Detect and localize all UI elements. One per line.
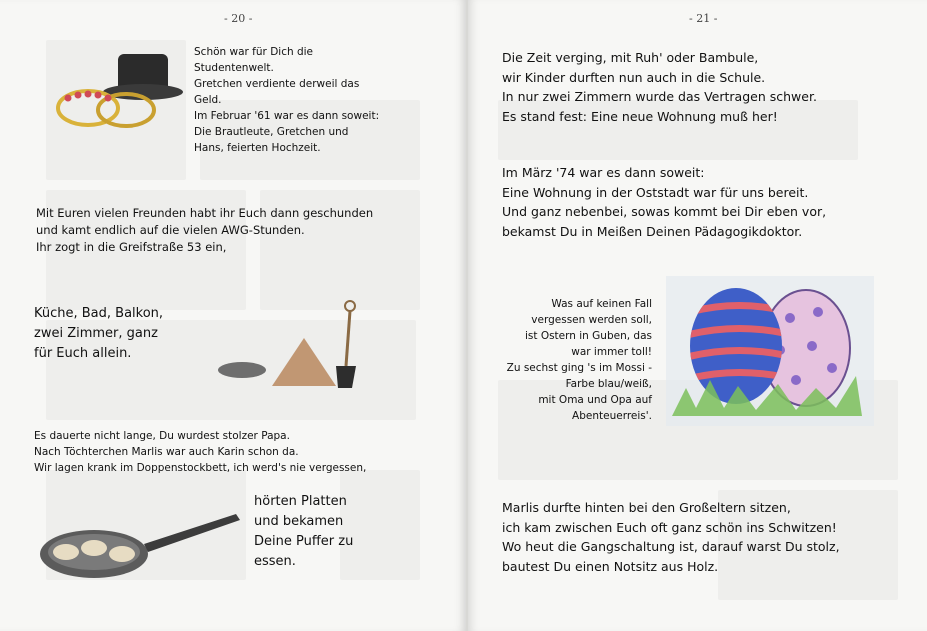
shovel-icon — [212, 296, 372, 392]
text-line: Es stand fest: Eine neue Wohnung muß her! — [502, 108, 778, 124]
text-line: hörten Platten — [254, 494, 347, 509]
text-line: ist Ostern in Guben, das — [524, 330, 652, 342]
text-line: für Euch allein. — [34, 346, 132, 361]
text-line: bekamst Du in Meißen Deinen Pädagogikdoktor. — [502, 223, 803, 239]
text-line: Die Zeit verging, mit Ruh' oder Bambule, — [502, 50, 759, 65]
text-line: Gretchen verdiente derweil das — [194, 78, 360, 90]
stanza-apartment — [34, 304, 163, 364]
text-line: Hans, feierten Hochzeit. — [194, 142, 321, 154]
text-line: Zu sechst ging 's im Mossi - — [506, 362, 652, 374]
text-line: In nur zwei Zimmern wurde das Vertragen schwer. — [502, 89, 817, 104]
text-line: Und ganz nebenbei, sowas kommt bei Dir eben vor, — [502, 204, 827, 219]
text-line: ich kam zwischen Euch oft ganz schön ins Schwitzen! — [502, 519, 837, 535]
text-line: Abenteuerreis'. — [572, 410, 652, 422]
text-line: Studentenwelt. — [194, 62, 274, 74]
text-line: Nach Töchterchen Marlis war auch Karin schon da. — [34, 446, 299, 458]
stanza-friends — [36, 205, 373, 256]
text-line: bautest Du einen Notsitz aus Holz. — [502, 558, 719, 574]
page-number: - 20 - — [224, 12, 253, 25]
page-number: - 21 - — [689, 12, 718, 25]
text-line: zwei Zimmer, ganz — [34, 326, 158, 341]
text-line: und bekamen — [254, 514, 344, 529]
text-line: Marlis durfte hinten bei den Großeltern sitzen, — [502, 500, 791, 515]
stanza-pancakes — [254, 492, 353, 572]
text-line: Eine Wohnung in der Oststadt war für uns bereit. — [502, 184, 809, 200]
stanza-papa — [34, 428, 366, 476]
text-line: Ihr zogt in die Greifstraße 53 ein, — [36, 240, 227, 254]
stanza-school — [502, 48, 817, 126]
text-line: vergessen werden soll, — [531, 314, 652, 326]
stanza-car — [502, 498, 840, 576]
stanza-easter — [507, 296, 652, 424]
text-line: Im März '74 war es dann soweit: — [502, 165, 705, 180]
wedding-rings-icon — [48, 46, 188, 136]
text-line: Die Brautleute, Gretchen und — [194, 126, 349, 138]
frying-pan-icon — [36, 506, 246, 586]
easter-eggs-icon — [666, 276, 874, 426]
text-line: Farbe blau/weiß, — [565, 378, 652, 390]
text-line: wir Kinder durften nun auch in die Schule. — [502, 69, 766, 85]
page-right — [468, 0, 927, 631]
text-line: und kamt endlich auf die vielen AWG-Stunden. — [36, 223, 305, 237]
text-line: Im Februar '61 war es dann soweit: — [194, 110, 380, 122]
stanza-wedding — [194, 44, 379, 156]
text-line: Wir lagen krank im Doppenstockbett, ich werd's nie vergessen, — [34, 462, 367, 474]
text-line: Was auf keinen Fall — [551, 298, 652, 310]
stanza-oststadt — [502, 163, 826, 241]
text-line: essen. — [254, 554, 296, 569]
text-line: war immer toll! — [571, 346, 652, 358]
text-line: Geld. — [194, 94, 222, 106]
text-line: Schön war für Dich die — [194, 46, 314, 58]
text-line: mit Oma und Opa auf — [538, 394, 652, 406]
text-line: Mit Euren vielen Freunden habt ihr Euch dann geschunden — [36, 206, 374, 220]
text-line: Wo heut die Gangschaltung ist, darauf warst Du stolz, — [502, 539, 840, 554]
text-line: Küche, Bad, Balkon, — [34, 306, 164, 321]
text-line: Deine Puffer zu — [254, 534, 354, 549]
text-line: Es dauerte nicht lange, Du wurdest stolzer Papa. — [34, 430, 290, 442]
